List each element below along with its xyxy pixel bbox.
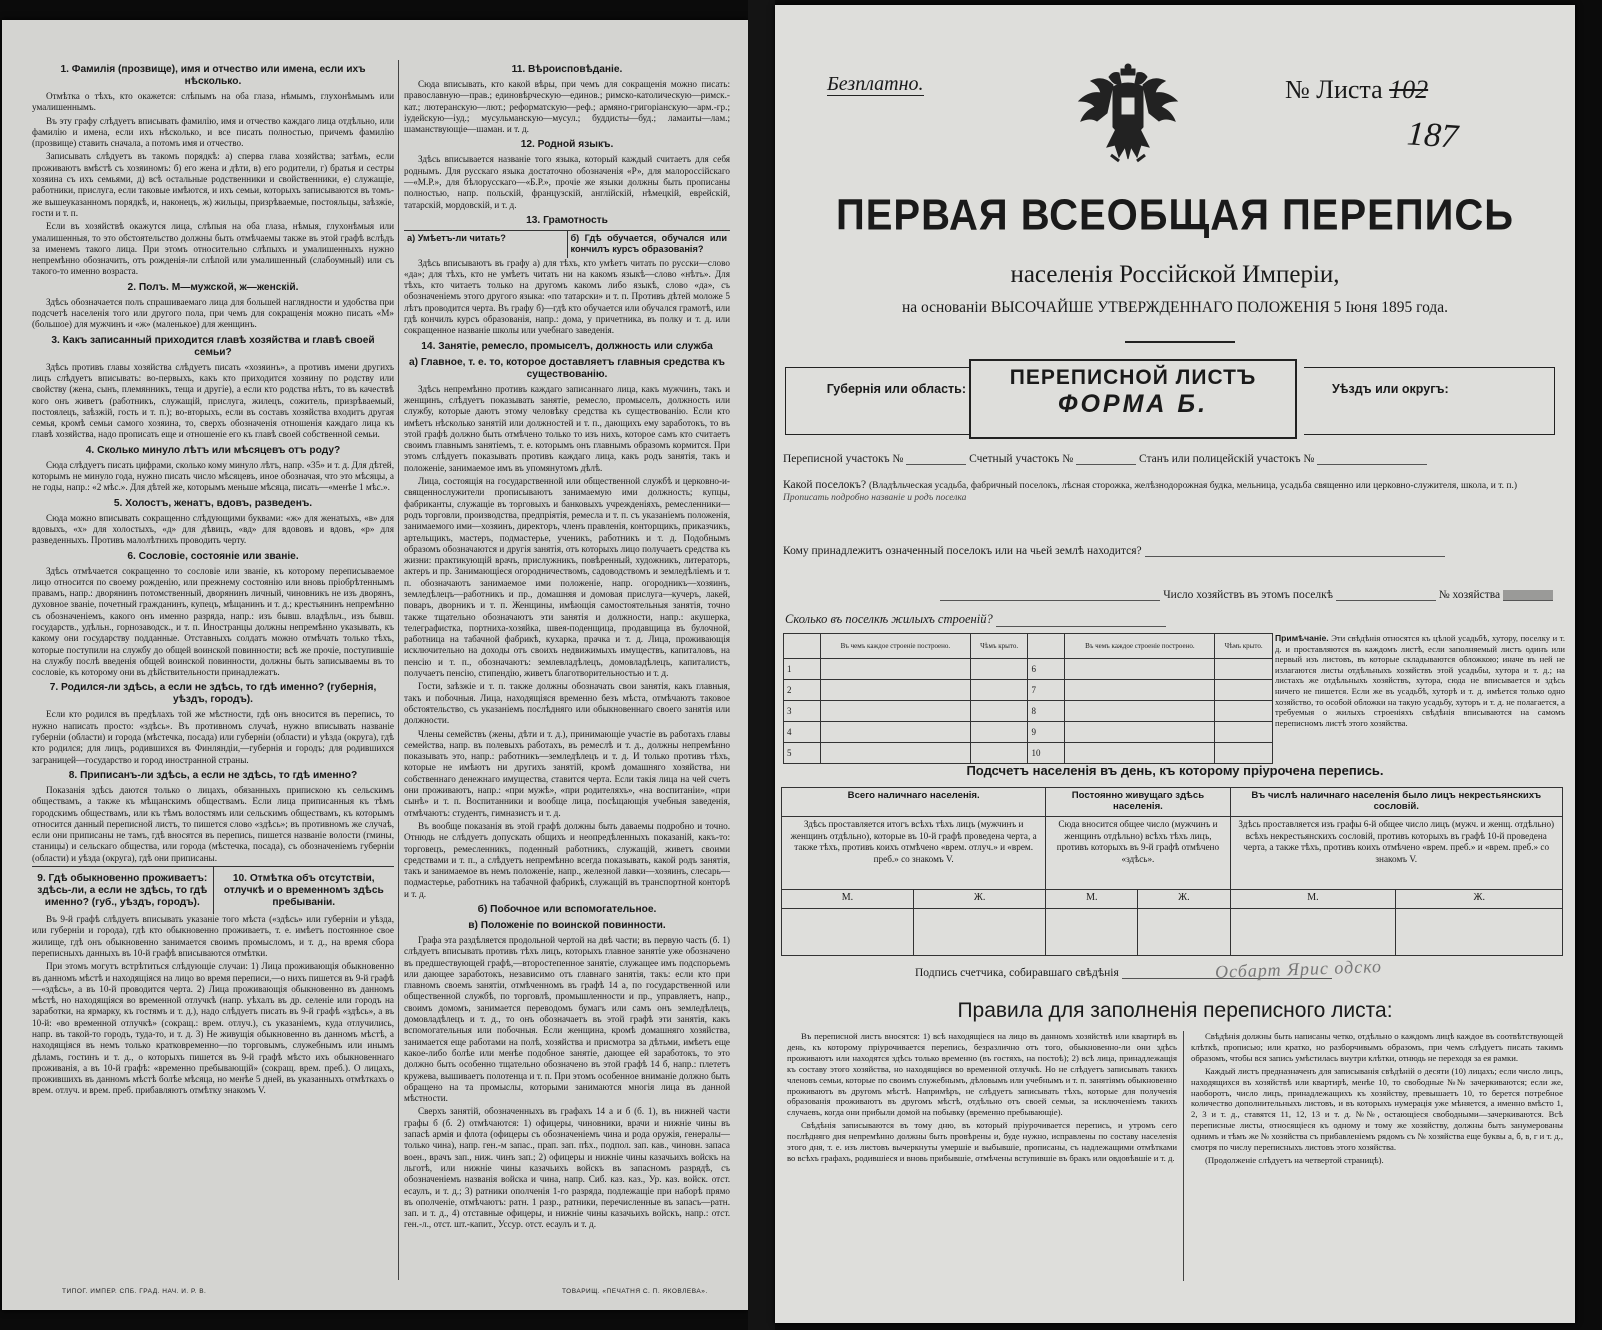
- count-district-label: Счетный участокъ №: [969, 453, 1074, 465]
- rules-paragraph: Свѣдѣнія должны быть написаны четко, отдѣльно о каждомъ лицѣ каждое въ соотвѣтствующей клѣткѣ, прописью; или кратко, но разборчивымъ образомъ, при чемъ слѣдуетъ писать такимъ образомъ, чтобы вся запись умѣстилась внутри клѣтки, отнюдь не переходя за ея рамки.: [1191, 1031, 1563, 1063]
- building-roof-cell[interactable]: [970, 659, 1028, 680]
- buildings-question: [785, 612, 1166, 627]
- census-form-page: [775, 5, 1575, 1323]
- pop-desc-permanent: Сюда вносится общее число (мужчинъ и женщинъ отдѣльно) всѣхъ тѣхъ лицъ, противъ которыхъ въ 9-й графѣ отмѣчено «здѣсь».: [1046, 817, 1230, 890]
- col-built-left: Въ чемъ каждое строеніе построено.: [821, 634, 971, 659]
- household-no-label: № хозяйства: [1438, 589, 1501, 601]
- building-row: [784, 680, 1273, 701]
- section-subheading: в) Положеніе по воинской повинности.: [468, 920, 666, 931]
- heading-cell-10: [214, 867, 395, 914]
- instruction-paragraph: Если кто родился въ предѣлахъ той же мѣстности, гдѣ онъ вносится въ перепись, то нужно написать просто: «здѣсь». Въ противномъ случаѣ, нужно вписывать названіе губерніи (области) и города (мѣстечка, посада) или губерніи (области) и уѣзда (округа), гдѣ кто родился; для лицъ, родившихся въ Финляндіи,—губернія и городъ; для родившихся заграницей—государство и город иностранной страны.: [32, 709, 394, 765]
- section-heading: 10. Отмѣтка объ отсутствіи, отлучкѣ и о временномъ здѣсь пребываніи.: [223, 873, 384, 909]
- building-roof-cell[interactable]: [1215, 743, 1273, 764]
- district-field[interactable]: [906, 464, 966, 465]
- pop-header-permanent: Постоянно живущаго здѣсь населенія.: [1046, 788, 1230, 817]
- handwritten-signature: Осбарт Ярис одско: [1214, 956, 1383, 982]
- building-material-cell[interactable]: [1065, 743, 1215, 764]
- building-number: 4: [784, 722, 821, 743]
- instruction-paragraph: Записывать слѣдуетъ въ такомъ порядкѣ: а) сперва глава хозяйства; затѣмъ, если проживаютъ вмѣстѣ съ хозяиномъ: б) его жена и дѣти, в) его родители, г) братья и сестры хозяина съ ихъ семьями, д) всѣ остальные родственники и свойственники, е) служащіе, работники, прислуга, если таковые имѣются, и ихъ семьи, которыхъ записываются въ томъ-же вышеуказанномъ порядкѣ, и, наконецъ, ж) жильцы, призрѣваемые, постояльцы, заѣзжіе, гости и т. п.: [32, 151, 394, 218]
- building-number: 9: [1028, 722, 1065, 743]
- page-title: ПЕРВАЯ ВСЕОБЩАЯ ПЕРЕПИСЬ: [836, 190, 1514, 240]
- printer-imprint-right: ТОВАРИЩ. «ПЕЧАТНЯ С. П. ЯКОВЛЕВА».: [562, 1288, 708, 1295]
- instruction-paragraph: Отмѣтка о тѣхъ, кто окажется: слѣпымъ на оба глаза, нѣмымъ, глухонѣмымъ или умалишеннымъ.: [32, 91, 394, 113]
- settlement-row: [783, 479, 1563, 503]
- sheet-number: [1285, 75, 1428, 105]
- count-district-field[interactable]: [1076, 464, 1136, 465]
- free-label: Безплатно.: [827, 73, 924, 95]
- total-male-cell[interactable]: [782, 909, 914, 956]
- instruction-paragraph: Здѣсь вписывается названіе того языка, который каждый считаетъ для себя роднымъ. Для русскаго языка достаточно обозначенія «Р», для малороссійскаго—«М.Р.», для бѣлорусскаго—«Б.Р.», прочіе же языки должны быть прописаны полностью, напр. польскій, французскій, англійскій, нѣмецкій, еврейскій, татарскій, мордовскій, и т. д.: [404, 154, 730, 210]
- instruction-paragraph: Сюда можно вписывать сокращенно слѣдующими буквами: «ж» для женатыхъ, «в» для вдовыхъ, «х» для холостыхъ, «д» для дѣвицъ, «вд» для вдововъ и вдовъ, «р» для разведенныхъ. Противъ малолѣтнихъ проводить черту.: [32, 512, 394, 546]
- buildings-table: [783, 633, 1273, 764]
- section-heading: 11. Вѣроисповѣданіе.: [511, 64, 623, 75]
- signature-label: Подпись счетчика, собиравшаго свѣдѣнія: [915, 967, 1119, 979]
- building-roof-cell[interactable]: [1215, 701, 1273, 722]
- gubernia-label: Губернія или область:: [826, 382, 966, 396]
- section-heading: 2. Полъ. М—мужской, ж—женскій.: [127, 281, 299, 293]
- building-number: 1: [784, 659, 821, 680]
- col-blank-right: [1028, 634, 1065, 659]
- households-lead-line: [940, 600, 1160, 601]
- households-row: [783, 589, 1553, 601]
- section-subheading: а) Главное, т. е. то, которое доставляетъ главныя средства къ существованію.: [409, 356, 725, 380]
- building-roof-cell[interactable]: [970, 701, 1028, 722]
- section-heading: 9. Гдѣ обыкновенно проживаетъ: здѣсь-ли, а если не здѣсь, то гдѣ именно? (губ., уѣздъ, городъ).: [37, 873, 208, 909]
- rules-paragraph: (Продолженіе слѣдуетъ на четвертой страницѣ).: [1205, 1154, 1384, 1165]
- column-divider: [398, 60, 399, 1280]
- instruction-paragraph: Здѣсь вписываютъ въ графу а) для тѣхъ, кто умѣетъ читать по русски—слово «да»; для тѣхъ, кто не умѣетъ читать ни на какомъ языкѣ—слово «нѣтъ». Для тѣхъ, кто читаетъ только на другомъ какомъ либо языкѣ, слово «да», съ обозначеніемъ этого другого языка: «по татарски» и т. п. Противъ дѣтей моложе 5 лѣтъ проводится черта. Въ графу б)—гдѣ кто обучается или обучался грамотѣ, или гдѣ кончилъ курсъ образованія, напр.: дома, у причетника, въ полку и т. д. или сокращенное названіе школы или учебнаго заведенія.: [404, 257, 730, 336]
- col-roof-right: Чѣмъ крыто.: [1215, 634, 1273, 659]
- heading-cell-9: [32, 867, 214, 914]
- instruction-paragraph: Въ 9-й графѣ слѣдуетъ вписывать указаніе того мѣста («здѣсь» или губерніи и уѣзда, или губерніи и города), гдѣ кто обыкновенно проживаетъ, т. е. имѣетъ постоянное свое жилище, гдѣ онъ обыкновенно занимается своимъ промысломъ, и т. д., на время сбора переписныхъ данныхъ въ 10-й графѣ вписываются отмѣтки.: [32, 914, 394, 958]
- stan-label: Станъ или полицейскій участокъ №: [1138, 453, 1315, 465]
- total-female-cell[interactable]: [913, 909, 1045, 956]
- settlement-question: Какой поселокъ?: [783, 479, 867, 491]
- double-headed-eagle-emblem: [1073, 63, 1183, 173]
- section-heading: 5. Холостъ, женатъ, вдовъ, разведенъ.: [113, 497, 313, 509]
- left-page: [2, 20, 748, 1310]
- building-roof-cell[interactable]: [1215, 722, 1273, 743]
- building-material-cell[interactable]: [821, 659, 971, 680]
- section-heading: 7. Родился-ли здѣсь, а если не здѣсь, то гдѣ именно? (губернія, уѣздъ, городъ).: [49, 682, 377, 706]
- female-header: Ж.: [1396, 890, 1563, 909]
- building-material-cell[interactable]: [821, 743, 971, 764]
- gubernia-field[interactable]: [785, 367, 986, 435]
- building-row: [784, 722, 1273, 743]
- building-number: 5: [784, 743, 821, 764]
- handwritten-sheet-number: 187: [1405, 115, 1460, 156]
- instructions-column-1: [32, 60, 394, 1099]
- col-roof-left: Чѣмъ крыто.: [970, 634, 1028, 659]
- literacy-a: а) Умѣетъ-ли читать?: [404, 231, 568, 258]
- section-heading: 12. Родной языкъ.: [520, 139, 614, 151]
- owner-field[interactable]: [1145, 556, 1445, 557]
- building-roof-cell[interactable]: [1215, 659, 1273, 680]
- form-type: ФОРМА Б.: [1057, 390, 1209, 418]
- building-material-cell[interactable]: [1065, 659, 1215, 680]
- rules-paragraph: Свѣдѣнія записываются въ тому дню, въ который пріурочивается перепись, и утромъ сего послѣдняго дня непремѣнно должны быть провѣрены и, буде нужно, исправлены по составу населенія этого дня, т. е. изъ листовъ вычеркнуты умершіе и выбывшіе, прописаны, съ надлежащими отмѣтками во всѣхъ графахъ, родившіеся и вновь прибывшіе, отмѣчены вступившіе въ бракъ или овдовѣвшіе и т. д.: [787, 1120, 1177, 1163]
- building-number: 6: [1028, 659, 1065, 680]
- col-blank-left: [784, 634, 821, 659]
- col-built-right: Въ чемъ каждое строеніе построено.: [1065, 634, 1215, 659]
- building-row: [784, 743, 1273, 764]
- rules-column-right: [1191, 1031, 1563, 1168]
- literacy-subheadings: [404, 230, 730, 258]
- building-number: 3: [784, 701, 821, 722]
- title-rule: [1125, 341, 1235, 343]
- pop-desc-non-peasant: Здѣсь проставляется изъ графы 6-й общее число лицъ (мужч. и женщ. отдѣльно) всѣхъ некрестьянскихъ сословій, противъ которыхъ въ графѣ 10-й проведена черта, а также тѣхъ, противъ коихъ отмѣчено «врем. преб.» и «врем. преб.» со знакомъ V.: [1230, 817, 1562, 890]
- instruction-paragraph: Графа эта раздѣляется продольной чертой на двѣ части; въ первую часть (б. 1) слѣдуетъ вписывать противъ тѣхъ лицъ, которыхъ главное занятіе уже обозначено въ предшествующей графѣ,—второстепенное занятіе, служащее имъ подспорьемъ или дающее заработокъ, независимо отъ главнаго занятія, такъ: если кто при главномъ своемъ занятіи, отмѣченномъ въ графѣ 14 а, по государственной или общественной службѣ, по торговлѣ, промышленности и пр., управляетъ, напр., своимъ домомъ, занимается переводомъ бумагъ или самъ онъ земледѣлецъ, домовладѣлецъ и т. д., то онъ обозначаетъ въ этой графѣ эти занятія, какъ вспомогательныя или побочныя. Если женщина, кромѣ домашняго хозяйства, занимается еще работами на полѣ, хозяйства и присмотра за дѣтьми, имѣетъ еще какое-либо болѣе или менѣе подобное занятіе, дающее ей заработокъ, то это должно быть особенно тщательно обозначено въ этой графѣ 14 б, напр.: плететъ кружева, вышиваетъ полотенца и т. п. При этомъ особенное вниманіе должно быть обращено на та промыслы, которыми занимаются многія лица въ данной мѣстности.: [404, 935, 730, 1104]
- building-number: 7: [1028, 680, 1065, 701]
- building-material-cell[interactable]: [1065, 701, 1215, 722]
- form-header-box: [785, 367, 1555, 433]
- building-number: 2: [784, 680, 821, 701]
- instruction-paragraph: Лица, состоящія на государственной или общественной службѣ и церковно-и-священнослужители прописываютъ занимаемую ими должность; купцы, фабриканты, служащіе въ торговыхъ и банковыхъ учрежденіяхъ, ремесленники—родъ торговли, производства, предпріятія, ремесла и т. п. съ указаніемъ положенія, занимаемого ими—хозяинъ, директоръ, членъ правленія, конторщикъ, приказчикъ, артельщикъ, мастеръ, подмастерье, ученикъ, работникъ и т. д. Подобнымъ образомъ обозначаются и другія занятія, отъ которыхъ лицо получаетъ средства къ жизни: практикующій врачъ, прислужникъ, повѣренный, художникъ, литераторъ, актеръ и пр. Занимающіеся огородничествомъ, садоводствомъ и земледѣліемъ и т. п. обозначаютъ занимаемое ими положеніе, напр. огородникъ—хозяинъ, земледѣлецъ—работникъ и пр., домашняя и домовая прислуга—кучеръ, лакей, поваръ, дворникъ и т. п. Женщины, имѣющія самостоятельныя занятія, точно также тщательно обозначаютъ эти занятія и должности, напр.: акушерка, телеграфистка, портниха-хозяйка, швея-поденщица, продавщица въ булочной, работница на табачной фабрикѣ, кухарка, прачка и т. д. Лица, проживающія исключительно на доходы отъ своихъ недвижимыхъ имуществъ, капиталовъ, на пенсію и т. п., обозначаютъ: землевладѣлецъ, домовладѣлецъ, капиталистъ, получаетъ пенсію, стипендію, живетъ благотворительностью и т. д.: [404, 476, 730, 679]
- pop-desc-total: Здѣсь проставляется итогъ всѣхъ тѣхъ лицъ (мужчинъ и женщинъ отдѣльно), которые въ 10-й графѣ проведена черта, а также тѣхъ, противъ коихъ отмѣчено «врем. отлуч.» и «врем. преб.» со знакомъ V.: [782, 817, 1046, 890]
- note-title: Примѣчаніе.: [1275, 633, 1329, 643]
- building-roof-cell[interactable]: [970, 722, 1028, 743]
- building-row: [784, 659, 1273, 680]
- permanent-male-cell[interactable]: [1046, 909, 1138, 956]
- uezd-field[interactable]: [1304, 367, 1555, 435]
- legal-basis: на основаніи ВЫСОЧАЙШЕ УТВЕРЖДЕННАГО ПОЛОЖЕНІЯ 5 Іюня 1895 года.: [901, 299, 1449, 316]
- book-gutter: [748, 0, 775, 1330]
- owner-row: [783, 545, 1563, 557]
- households-field[interactable]: [1336, 600, 1436, 601]
- female-header: Ж.: [1138, 890, 1230, 909]
- male-header: М.: [1046, 890, 1138, 909]
- building-roof-cell[interactable]: [970, 680, 1028, 701]
- section-heading: 14. Занятіе, ремесло, промыселъ, должность или служба: [421, 340, 713, 352]
- rules-paragraph: Въ переписной листъ вносятся: 1) всѣ находящіеся на лицо въ данномъ хозяйствѣ или квартирѣ въ день, къ которому пріурочивается перепись, безразлично отъ того, обыкновенно-ли они здѣсь проживаютъ или находятся здѣсь только временно (въ гостяхъ, на постоѣ); 2) всѣ лица, принадлежащія къ составу этого хозяйства, но находящіяся во временной отлучкѣ. Но не слѣдуетъ записывать такихъ членовъ семьи, которые по своимъ служебнымъ, дѣловымъ или учебнымъ и т. п. занятіямъ обыкновенно проживаютъ въ другомъ мѣстѣ. Напримѣръ, не слѣдуетъ записывать тѣхъ, которые для полученія образованія проживаютъ въ другомъ мѣстѣ, отдѣльно отъ своей семьи, за исключеніемъ такихъ случаевъ, когда они прибыли домой на побывку (временно пребывающіе).: [787, 1031, 1177, 1118]
- instruction-paragraph: Члены семействъ (жены, дѣти и т. д.), принимающіе участіе въ работахъ главы семейства, напр. въ полевыхъ работахъ, въ ремеслѣ и т. д., должны непремѣнно показывать это, напр.: работникъ—земледѣлецъ и т. д. И только противъ тѣхъ, которые не имѣютъ ни другихъ занятій, кромѣ домашняго хозяйства, ни собственнаго денежнаго имущества, ставится черта. Если такія лица на чей счетъ они проживаютъ, напр.: «при мужѣ», «при родителяхъ», «на воспитаніи», «при сынѣ» и т. п. Воспитанники и вообще лица, посѣщающія учебныя заведенія, отмѣчаютъ: студентъ, гимназистъ и т. д.: [404, 728, 730, 818]
- pop-header-total: Всего наличнаго населенія.: [782, 788, 1046, 817]
- settlement-hint: (Владѣльческая усадьба, фабричный поселокъ, лѣсная сторожка, желѣзнодорожная будка, мельница, усадьба священно или церковно-служителя, школа, и т. п.): [868, 481, 1518, 491]
- building-number: 8: [1028, 701, 1065, 722]
- female-header: Ж.: [913, 890, 1045, 909]
- instruction-paragraph: Здѣсь противъ главы хозяйства слѣдуетъ писать «хозяинъ», а противъ имени другихъ лицъ слѣдуетъ вписывать: во-первыхъ, какъ кто приходится хозяину по родству или свойству (жена, сынъ, племянникъ, теща и другіе), а если кто родства нѣтъ, то въ качествѣ кого онъ живетъ (работникъ, служащій, прислуга, жилецъ, сожитель, призрѣваемый, постоялецъ, заѣзжій, гость и т. п.); во-вторыхъ, если въ составъ хозяйства входитъ другая семья, кромѣ семьи самого хозяина, то, сверхъ обозначенія отношенія каждаго лица къ главѣ хозяйства, надо прописать еще и отношеніе его къ главѣ своей собственной семьи.: [32, 361, 394, 440]
- section-heading: 1. Фамилія (прозвище), имя и отчество или имена, если ихъ нѣсколько.: [60, 64, 366, 87]
- instruction-paragraph: Въ вообще показанія въ этой графѣ должны быть даваемы подробно и точно. Отнюдь не слѣдуетъ допускать общихъ и неопредѣленныхъ показаній, какъ-то: торговецъ, ремесленникъ, поденный работникъ, служащій, живетъ своими средствами и т. п., а слѣдуетъ непремѣнно всегда показывать, какой родъ занятія, такъ и занимаемое въ немъ положеніе, напр., железной лавки—хозяинъ, слесарь—подмастерье, работникъ на табачной фабрикѣ, служащій въ транспортной конторѣ и т. д.: [404, 820, 730, 899]
- rules-column-left: [787, 1031, 1177, 1166]
- section-heading: 13. Грамотность: [526, 214, 608, 226]
- sheet-number-label: № Листа: [1285, 75, 1383, 104]
- building-material-cell[interactable]: [1065, 680, 1215, 701]
- form-title-box: [969, 359, 1297, 439]
- instruction-paragraph: Если въ хозяйствѣ окажутся лица, слѣпыя на оба глаза, нѣмыя, глухонѣмыя или умалишенныя, то это обстоятельство должны быть отмѣчаемы также въ этой графѣ вслѣдъ за именемъ такого лица. При этомъ относительно слѣпыхъ и умалишенныхъ нужно непремѣнно обозначить, отъ рожденія-ли слѣпой или умалишенный (слабоумный) или съ такого-то именно возраста.: [32, 221, 394, 277]
- rules-title: Правила для заполненія переписного листа:: [957, 999, 1393, 1022]
- male-header: М.: [782, 890, 914, 909]
- printer-imprint-left: ТИПОГ. ИМПЕР. СПБ. ГРАД. НАЧ. И. Р. В.: [62, 1288, 207, 1295]
- split-heading-row: [32, 866, 394, 914]
- instruction-paragraph: Показанія здѣсь даются только о лицахъ, обязанныхъ припискою къ сельскимъ обществамъ, а также къ мѣщанскимъ обществамъ. Если лица приписанныя къ тѣмъ городскимъ обществамъ, или къ тѣмъ волостямъ или сельскимъ обществамъ, къ которымъ относится данный переписной листъ, то пишется слово «здѣсь»; въ противномъ же случаѣ, если они приписаны не тамъ, гдѣ вносятся въ перепись, пишется названіе волости (гмины, станицы) и сельскаго общества, или города (мѣстечка, посада), съ обозначеніемъ губерніи (области) и уѣзда (округа), гдѣ они приписаны.: [32, 784, 394, 863]
- buildings-field[interactable]: [996, 626, 1166, 627]
- section-heading: 3. Какъ записанный приходится главѣ хозяйства и главѣ своей семьи?: [51, 334, 375, 358]
- literacy-b: б) Гдѣ обучается, обучался или кончилъ курсъ образованія?: [570, 232, 727, 255]
- instruction-paragraph: Здѣсь обозначается полъ спрашиваемаго лица для большей наглядности и удобства при подсчетѣ населенія того или другого пола, при чемъ для сокращенія можно писать «М» (большое) для мужчинъ и «ж» (маленькое) для женщинъ.: [32, 296, 394, 330]
- district-row: [783, 453, 1563, 465]
- population-count-table: [781, 787, 1563, 956]
- rules-paragraph: Каждый листъ предназначенъ для записыванія свѣдѣній о десяти (10) лицахъ; если число лицъ, находящихся въ хозяйствѣ или квартирѣ, менѣе 10, то свободные №№ зачеркиваются; если же, наоборотъ, число лицъ, принадлежащихъ къ хозяйству, превышаетъ 10, то берется потребное количество дополнительныхъ листовъ, и въ которыхъ нумерація уже мѣняется, а именно вмѣсто 1, 2, 3 и т. д., ставятся 11, 12, 13 и т. д. №№, остающіеся свободными—зачеркиваются. Всѣ переписные листы, относящіеся къ одному и тому же хозяйству, должны быть занумерованы однимъ и тѣмъ же № хозяйства съ прибавленіемъ рядомъ съ № хозяйства еще буквы а, б, в, г и т. д., смотря по числу переписныхъ листовъ этого хозяйства.: [1191, 1065, 1563, 1153]
- instruction-paragraph: Сюда слѣдуетъ писать цифрами, сколько кому минуло лѣтъ, напр. «35» и т. д. Для дѣтей, которымъ не минуло года, нужно писать число мѣсяцевъ, иное обозначая, что это мѣсяцы, а не годы, напр.: «2 мѣс.». Для дѣтей же, которымъ меньше мѣсяца, писать—«менѣе 1 мѣс.».: [32, 459, 394, 493]
- instruction-paragraph: Здѣсь отмѣчается сокращенно то сословіе или званіе, къ которому переписываемое лицо относится по своему рожденію, или прежнему состоянію или вновь пріобрѣтеннымъ правамъ, напр.: дворянинъ потомственный, дворянинъ личный, чиновникъ не изъ дворянъ, духовное званіе, почетный гражданинъ, купецъ, мѣщанинъ и т. д.; крестьянинъ непремѣнно съ обозначеніемъ, какого онъ именно разряда, напр.: изъ бывш. владѣльч., изъ бывш. государств., удѣльн., горнозаводск., и т. п. Иностранцы должны непремѣнно указывать, къ какому они государству подданные. Отставныхъ солдатъ можно отмѣчать только тѣхъ, которые поступили на службу до общей воинской повинности; всѣ же прочіе, поступившіе на службу послѣ введенія общей воинской повинности, должны быть записываемы въ то сословіе, къ которому они въ дѣйствительности принадлежатъ.: [32, 565, 394, 678]
- section-heading: 6. Сословіе, состояніе или званіе.: [127, 550, 299, 562]
- note-text: Эти свѣдѣнія относятся къ цѣлой усадьбѣ, хутору, поселку и т. д. и проставляются въ каждомъ листѣ, если заполняемый листъ одинъ или первый изъ листовъ, въ которые складываются обложкою; иначе въ ней не излагаются листы отдѣльныхъ хозяйствъ этой усадьбы, хутора и т. д.; на листахъ же отдѣльныхъ хозяйствъ, хутора, сюда не вписывается и здѣсь ничего не пишется. Если же въ усадьбѣ, хуторѣ и т. д. имѣется только одно хозяйство, то особой обложки на такую усадьбу, хуторъ и т. д. не полагается, а требуемыя о жилыхъ строеніяхъ свѣдѣнія вписываются на самомъ переписномъ листѣ этого хозяйства.: [1275, 633, 1566, 728]
- permanent-female-cell[interactable]: [1138, 909, 1230, 956]
- household-no-field[interactable]: [1503, 590, 1553, 601]
- instruction-paragraph: Здѣсь непремѣнно противъ каждаго записаннаго лица, какъ мужчинъ, такъ и женщинъ, слѣдуетъ показывать занятіе, ремесло, промыселъ, должность или службу, которые даютъ этому человѣку средства къ существованію. Если кто имѣетъ нѣсколько занятій или должностей и т. п., дающихъ ему заработокъ, то въ этой графѣ должно быть отмѣчено только то изъ нихъ, которое самъ кто считаетъ своимъ главнымъ занятіемъ, т. е. которымъ онъ главнымъ образомъ кормится. При этомъ слѣдуетъ показывать противъ каждаго лица, какъ родъ занятія, такъ и положеніе, занимаемое имъ въ упомянутомъ дѣлѣ.: [404, 383, 730, 473]
- owner-question: Кому принадлежитъ означенный поселокъ или на чьей землѣ находится?: [783, 545, 1142, 557]
- instruction-paragraph: Сюда вписывать, кто какой вѣры, при чемъ для сокращенія можно писать: православную—прав.; единовѣрческую—единов.; римско-католическую—римск.-кат.; лютеранскую—лют.; реформатскую—реф.; армяно-григоріанскую—арм.-гр.; іудейскую—іуд.; мусульманскую—мусул.; буддисты—буд.; ламаиты—лам.; шаманствующіе—шаман. и т. д.: [404, 79, 730, 135]
- building-material-cell[interactable]: [821, 722, 971, 743]
- male-header: М.: [1230, 890, 1396, 909]
- population-count-title: Подсчетъ населенія въ день, къ которому пріурочена перепись.: [966, 763, 1384, 778]
- rules-divider: [1183, 1031, 1184, 1281]
- section-subheading: б) Побочное или вспомогательное.: [477, 904, 657, 915]
- district-label: Переписной участокъ №: [783, 453, 904, 465]
- building-roof-cell[interactable]: [970, 743, 1028, 764]
- households-label: Число хозяйствъ въ этомъ поселкѣ: [1163, 589, 1333, 601]
- settlement-hint-2: Прописать подробно названіе и родъ поселка: [783, 493, 967, 503]
- non-peasant-female-cell[interactable]: [1396, 909, 1563, 956]
- stan-field[interactable]: [1317, 464, 1427, 465]
- building-roof-cell[interactable]: [1215, 680, 1273, 701]
- instructions-column-2: [404, 60, 730, 1233]
- building-material-cell[interactable]: [821, 701, 971, 722]
- form-title: ПЕРЕПИСНОЙ ЛИСТЪ: [1009, 366, 1257, 389]
- building-row: [784, 701, 1273, 722]
- building-material-cell[interactable]: [821, 680, 971, 701]
- section-heading: 4. Сколько минуло лѣтъ или мѣсяцевъ отъ роду?: [85, 444, 341, 456]
- sheet-number-struck: 102: [1389, 75, 1429, 104]
- section-heading: 8. Приписанъ-ли здѣсь, а если не здѣсь, то гдѣ именно?: [68, 769, 358, 781]
- buildings-question-text: Сколько въ поселкѣ жилыхъ строеній?: [785, 612, 993, 626]
- uezd-label: Уѣздъ или округъ:: [1332, 382, 1449, 396]
- page-subtitle: населенія Россійской Имперіи,: [1010, 261, 1340, 288]
- building-material-cell[interactable]: [1065, 722, 1215, 743]
- note-box: [1275, 633, 1565, 728]
- building-number: 10: [1028, 743, 1065, 764]
- instruction-paragraph: Гости, заѣзжіе и т. п. также должны обозначать свои занятія, какъ главныя, такъ и побочныя. Лица, находящіяся временно безъ мѣста, отмѣчаютъ таковое обстоятельство, съ указаніемъ послѣдняго или обыкновеннаго своего занятія или должности.: [404, 681, 730, 726]
- non-peasant-male-cell[interactable]: [1230, 909, 1396, 956]
- pop-header-non-peasant: Въ числѣ наличнаго населенія было лицъ некрестьянскихъ сословій.: [1230, 788, 1562, 817]
- instruction-paragraph: При этомъ могутъ встрѣтиться слѣдующіе случаи: 1) Лица проживающія обыкновенно въ данномъ мѣстѣ и находящіяся на лицо во время переписи,—о нихъ пишется въ 9-й графѣ—«здѣсь», а въ 10-й проводится черта. 2) Лица проживающія обыкновенно въ данномъ мѣстѣ, но находящіяся во временной отлучкѣ (напр. уѣхалъ въ др. селеніе или городъ на заработки, на ярмарку, къ гостямъ и т. д.), надо слѣдуетъ писать въ 9-й графѣ «здѣсь», а въ 10-й: «во временной отлучкѣ» (сокращ.: врем. отлуч.), съ указаніемъ, куда отлучились, напр. въ такой-то городъ, туда-то, и т. д. 3) Не живущія обыкновенно въ данномъ мѣстѣ, а находящіяся въ немъ только кратковременно—по торговымъ, служебнымъ или инымъ дѣламъ, гостинъ и т. д., о которыхъ пишется въ 9-й графѣ мѣсто ихъ обыкновеннаго проживанія, а въ 10-й графѣ: «временно пребывающій» (сокращ. врем. преб.). О лицахъ, прожившихъ въ данномъ мѣстѣ болѣе мѣсяца, но менѣе 5 дней, въ указанныхъ отмѣткахъ о врем. отлуч. и врем. преб. прибавляютъ отмѣтку знакомъ V.: [32, 961, 394, 1096]
- instruction-paragraph: Сверхъ занятій, обозначенныхъ въ графахъ 14 а и б (б. 1), въ нижней части графы б (б. 2) отмѣчаются: 1) офицеры, чиновники, врачи и нижніе чины въ запасѣ армія и флота (офицеры съ обозначеніемъ чина и рода оружія, генералы—только чина), напр. ген.-м запас., прап. зап. пѣх., подпол. зап. кав., чиновн. запаса воен., врачъ зап., ниж. чинъ зап.; 2) офицеры и нижніе чины казачьихъ войскъ на льготѣ, или нижніе чины казачьихъ войскъ въ запасномъ разрядѣ, съ обозначеніемъ названія войска и чина, напр. Сиб. каз. каз., Ур. каз. войск. отст. есаулъ, и т. д.; 3) ратники ополченія 1-го разряда, подлежащіе при наборѣ прямо въ ополченіе, отмѣчаютъ: ратн. 1 разр., ратники, перечисленные въ запасъ—ратн. зап. и т. д., 4) отставные офицеры, и нижніе чины казачьихъ войскъ, напр.: отст. ген.-л., отст. шт.-капит., Уссур. отст. есаулъ и т. д.: [404, 1106, 730, 1230]
- instruction-paragraph: Въ эту графу слѣдуетъ вписывать фамилію, имя и отчество каждаго лица отдѣльно, или фамилію и имена, если ихъ нѣсколько, и все писать полностью, причемъ фамилію (прозвище) ставить сначала, а потомъ имя и отчество.: [32, 115, 394, 149]
